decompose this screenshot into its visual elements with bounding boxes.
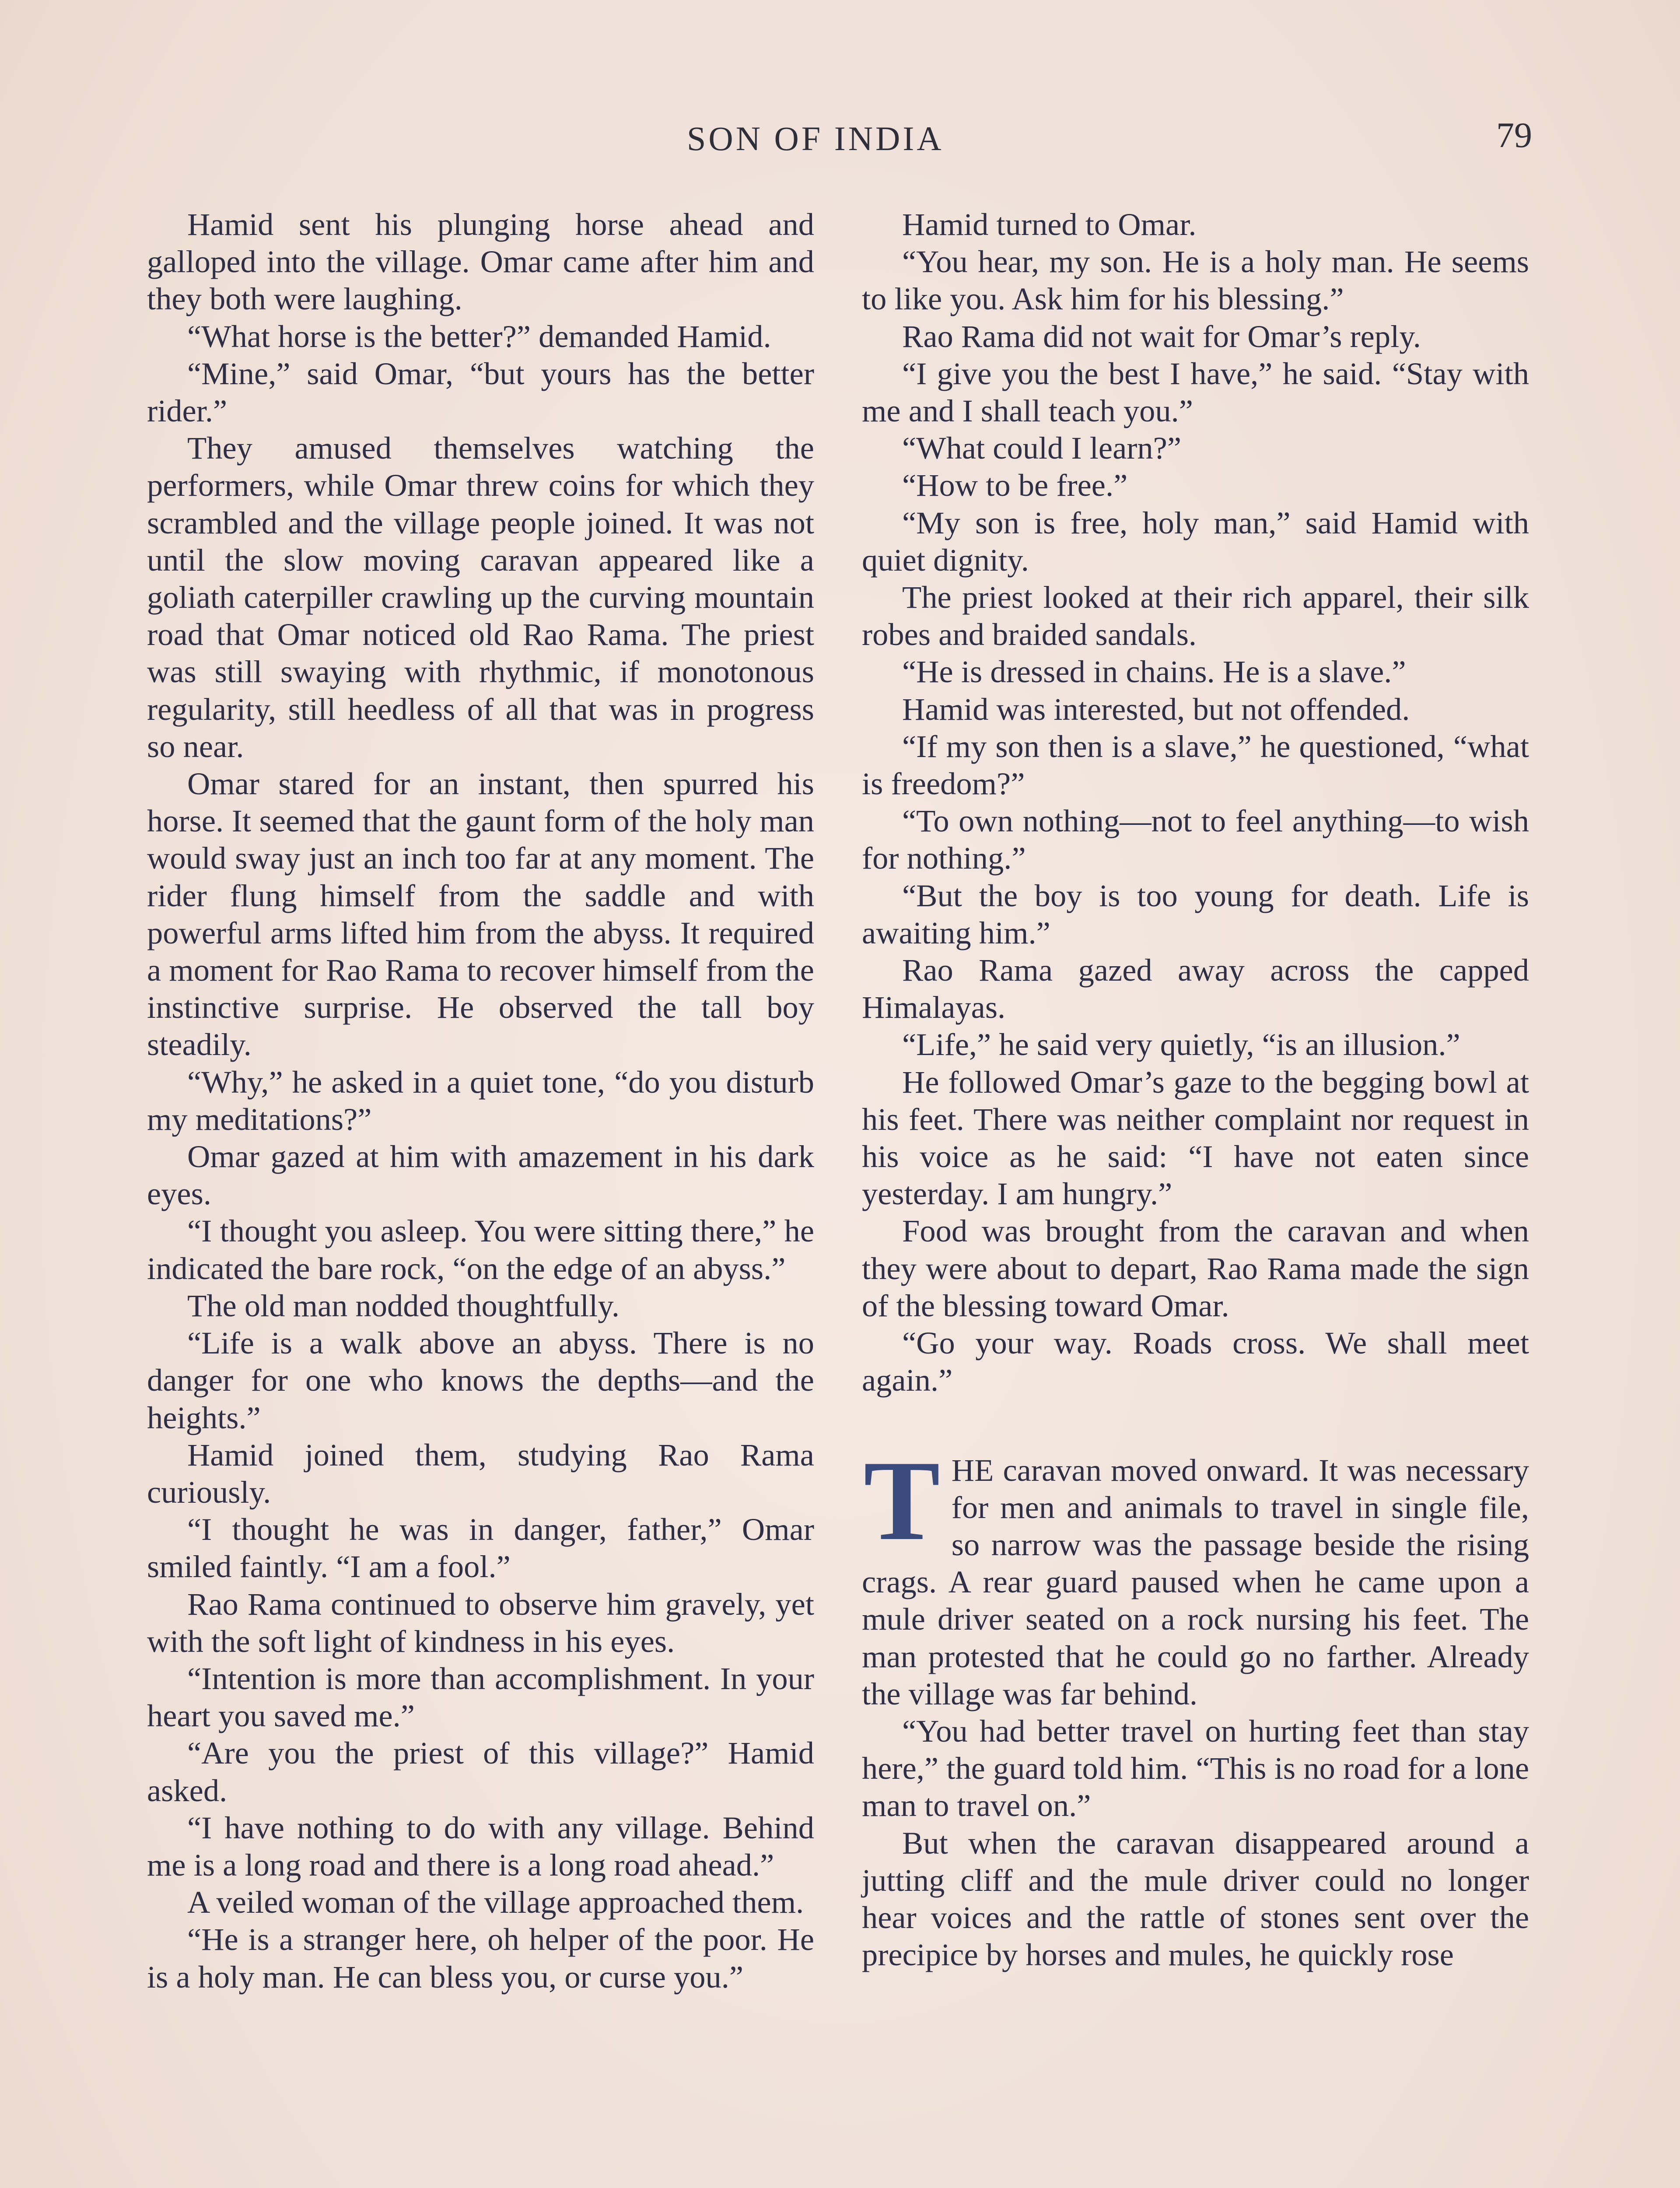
paragraph: “Why,” he asked in a quiet tone, “do you disturb my meditations?” <box>147 1064 814 1137</box>
paragraph: “My son is free, holy man,” said Hamid with quiet dignity. <box>862 505 1529 578</box>
paragraph: “You had better travel on hurting feet than stay here,” the guard told him. “This is no road for a lone man to travel on.” <box>862 1713 1529 1823</box>
paragraph: Hamid was interested, but not offended. <box>902 691 1410 727</box>
paragraph: The priest looked at their rich apparel, their silk robes and braided sandals. <box>862 579 1529 652</box>
paragraph: “You hear, my son. He is a holy man. He seems to like you. Ask him for his blessing.” <box>862 244 1529 317</box>
paragraph: He followed Omar’s gaze to the begging bowl at his feet. There was neither complaint nor request in his voice as he said: “I have not eaten since yesterday. I am hungry.” <box>862 1064 1529 1212</box>
paragraph: “But the boy is too young for death. Life is awaiting him.” <box>862 877 1529 950</box>
paragraph: The old man nodded thoughtfully. <box>187 1287 620 1323</box>
paragraph: “Life is a walk above an abyss. There is no danger for one who knows the depths—and the heights.” <box>147 1325 814 1435</box>
paragraph: “Life,” he said very quietly, “is an illusion.” <box>902 1027 1460 1062</box>
paragraph: Hamid sent his plunging horse ahead and galloped into the village. Omar came after him and they both were laughing. <box>147 207 814 317</box>
drop-cap: T <box>864 1437 940 1564</box>
paragraph: They amused themselves watching the performers, while Omar threw coins for which they scrambled and the village people joined. It was not until the slow moving caravan appeared like a goliath caterpiller crawling up the curving mountain road that Omar noticed old Rao Rama. The priest was still swaying with rhythmic, if monotonous regularity, still heedless of all that was in progress so near. <box>147 430 814 764</box>
paragraph: “Are you the priest of this village?” Hamid asked. <box>147 1735 814 1808</box>
paragraph: But when the caravan disappeared around a jutting cliff and the mule driver could no longer hear voices and the rattle of stones sent over the precipice by horses and mules, he quickly rose <box>862 1825 1529 1973</box>
paragraph: “He is a stranger here, oh helper of the poor. He is a holy man. He can bless you, or curse you.” <box>147 1922 814 1995</box>
section-break <box>862 1399 1529 1452</box>
paragraph: Food was brought from the caravan and when they were about to depart, Rao Rama made the sign of the blessing toward Omar. <box>862 1213 1529 1323</box>
right-text-column <box>862 206 1529 1973</box>
paragraph: “What horse is the better?” demanded Hamid. <box>187 318 771 354</box>
paragraph: Rao Rama did not wait for Omar’s reply. <box>902 318 1421 354</box>
paragraph: Rao Rama continued to observe him gravely, yet with the soft light of kindness in his eyes. <box>147 1586 814 1659</box>
paragraph: “What could I learn?” <box>902 430 1182 466</box>
paragraph: “I have nothing to do with any village. Behind me is a long road and there is a long road ahead.” <box>147 1809 814 1883</box>
paragraph: Omar stared for an instant, then spurred his horse. It seemed that the gaunt form of the holy man would sway just an inch too far at any moment. The rider flung himself from the saddle and with powerful arms lifted him from the abyss. It required a moment for Rao Rama to recover himself from the instinctive surprise. He observed the tall boy steadily. <box>147 766 814 1062</box>
paragraph: Hamid joined them, studying Rao Rama curiously. <box>147 1437 814 1510</box>
paragraph: “If my son then is a slave,” he questioned, “what is freedom?” <box>862 728 1529 802</box>
paragraph: Omar gazed at him with amazement in his dark eyes. <box>147 1139 814 1212</box>
paragraph: Rao Rama gazed away across the capped Himalayas. <box>862 952 1529 1025</box>
paragraph: “I thought he was in danger, father,” Omar smiled faintly. “I am a fool.” <box>147 1511 814 1585</box>
paragraph: “I give you the best I have,” he said. “Stay with me and I shall teach you.” <box>862 355 1529 429</box>
paragraph: “Intention is more than accomplishment. In your heart you saved me.” <box>147 1660 814 1734</box>
running-title: SON OF INDIA <box>687 119 944 158</box>
paragraph: “He is dressed in chains. He is a slave.” <box>902 654 1406 690</box>
section-opening-text: HE caravan moved onward. It was necessary for men and animals to travel in single file, so narrow was the passage beside the rising crags. A rear guard paused when he came upon a mule driver seated on a rock nursing his feet. The man protested that he could go no farther. Already the village was far behind. <box>862 1452 1529 1711</box>
section-opening-paragraph <box>862 1437 1529 1712</box>
paragraph: “I thought you asleep. You were sitting there,” he indicated the bare rock, “on the edge of an abyss.” <box>147 1213 814 1286</box>
paragraph: “How to be free.” <box>902 467 1128 503</box>
paragraph: Hamid turned to Omar. <box>902 207 1197 242</box>
page-number: 79 <box>1496 115 1532 155</box>
paragraph: “Go your way. Roads cross. We shall meet again.” <box>862 1325 1529 1398</box>
paragraph: A veiled woman of the village approached them. <box>187 1884 804 1920</box>
paragraph: “Mine,” said Omar, “but yours has the better rider.” <box>147 355 814 429</box>
paragraph: “To own nothing—not to feel anything—to wish for nothing.” <box>862 803 1529 876</box>
left-text-column <box>147 206 814 1995</box>
